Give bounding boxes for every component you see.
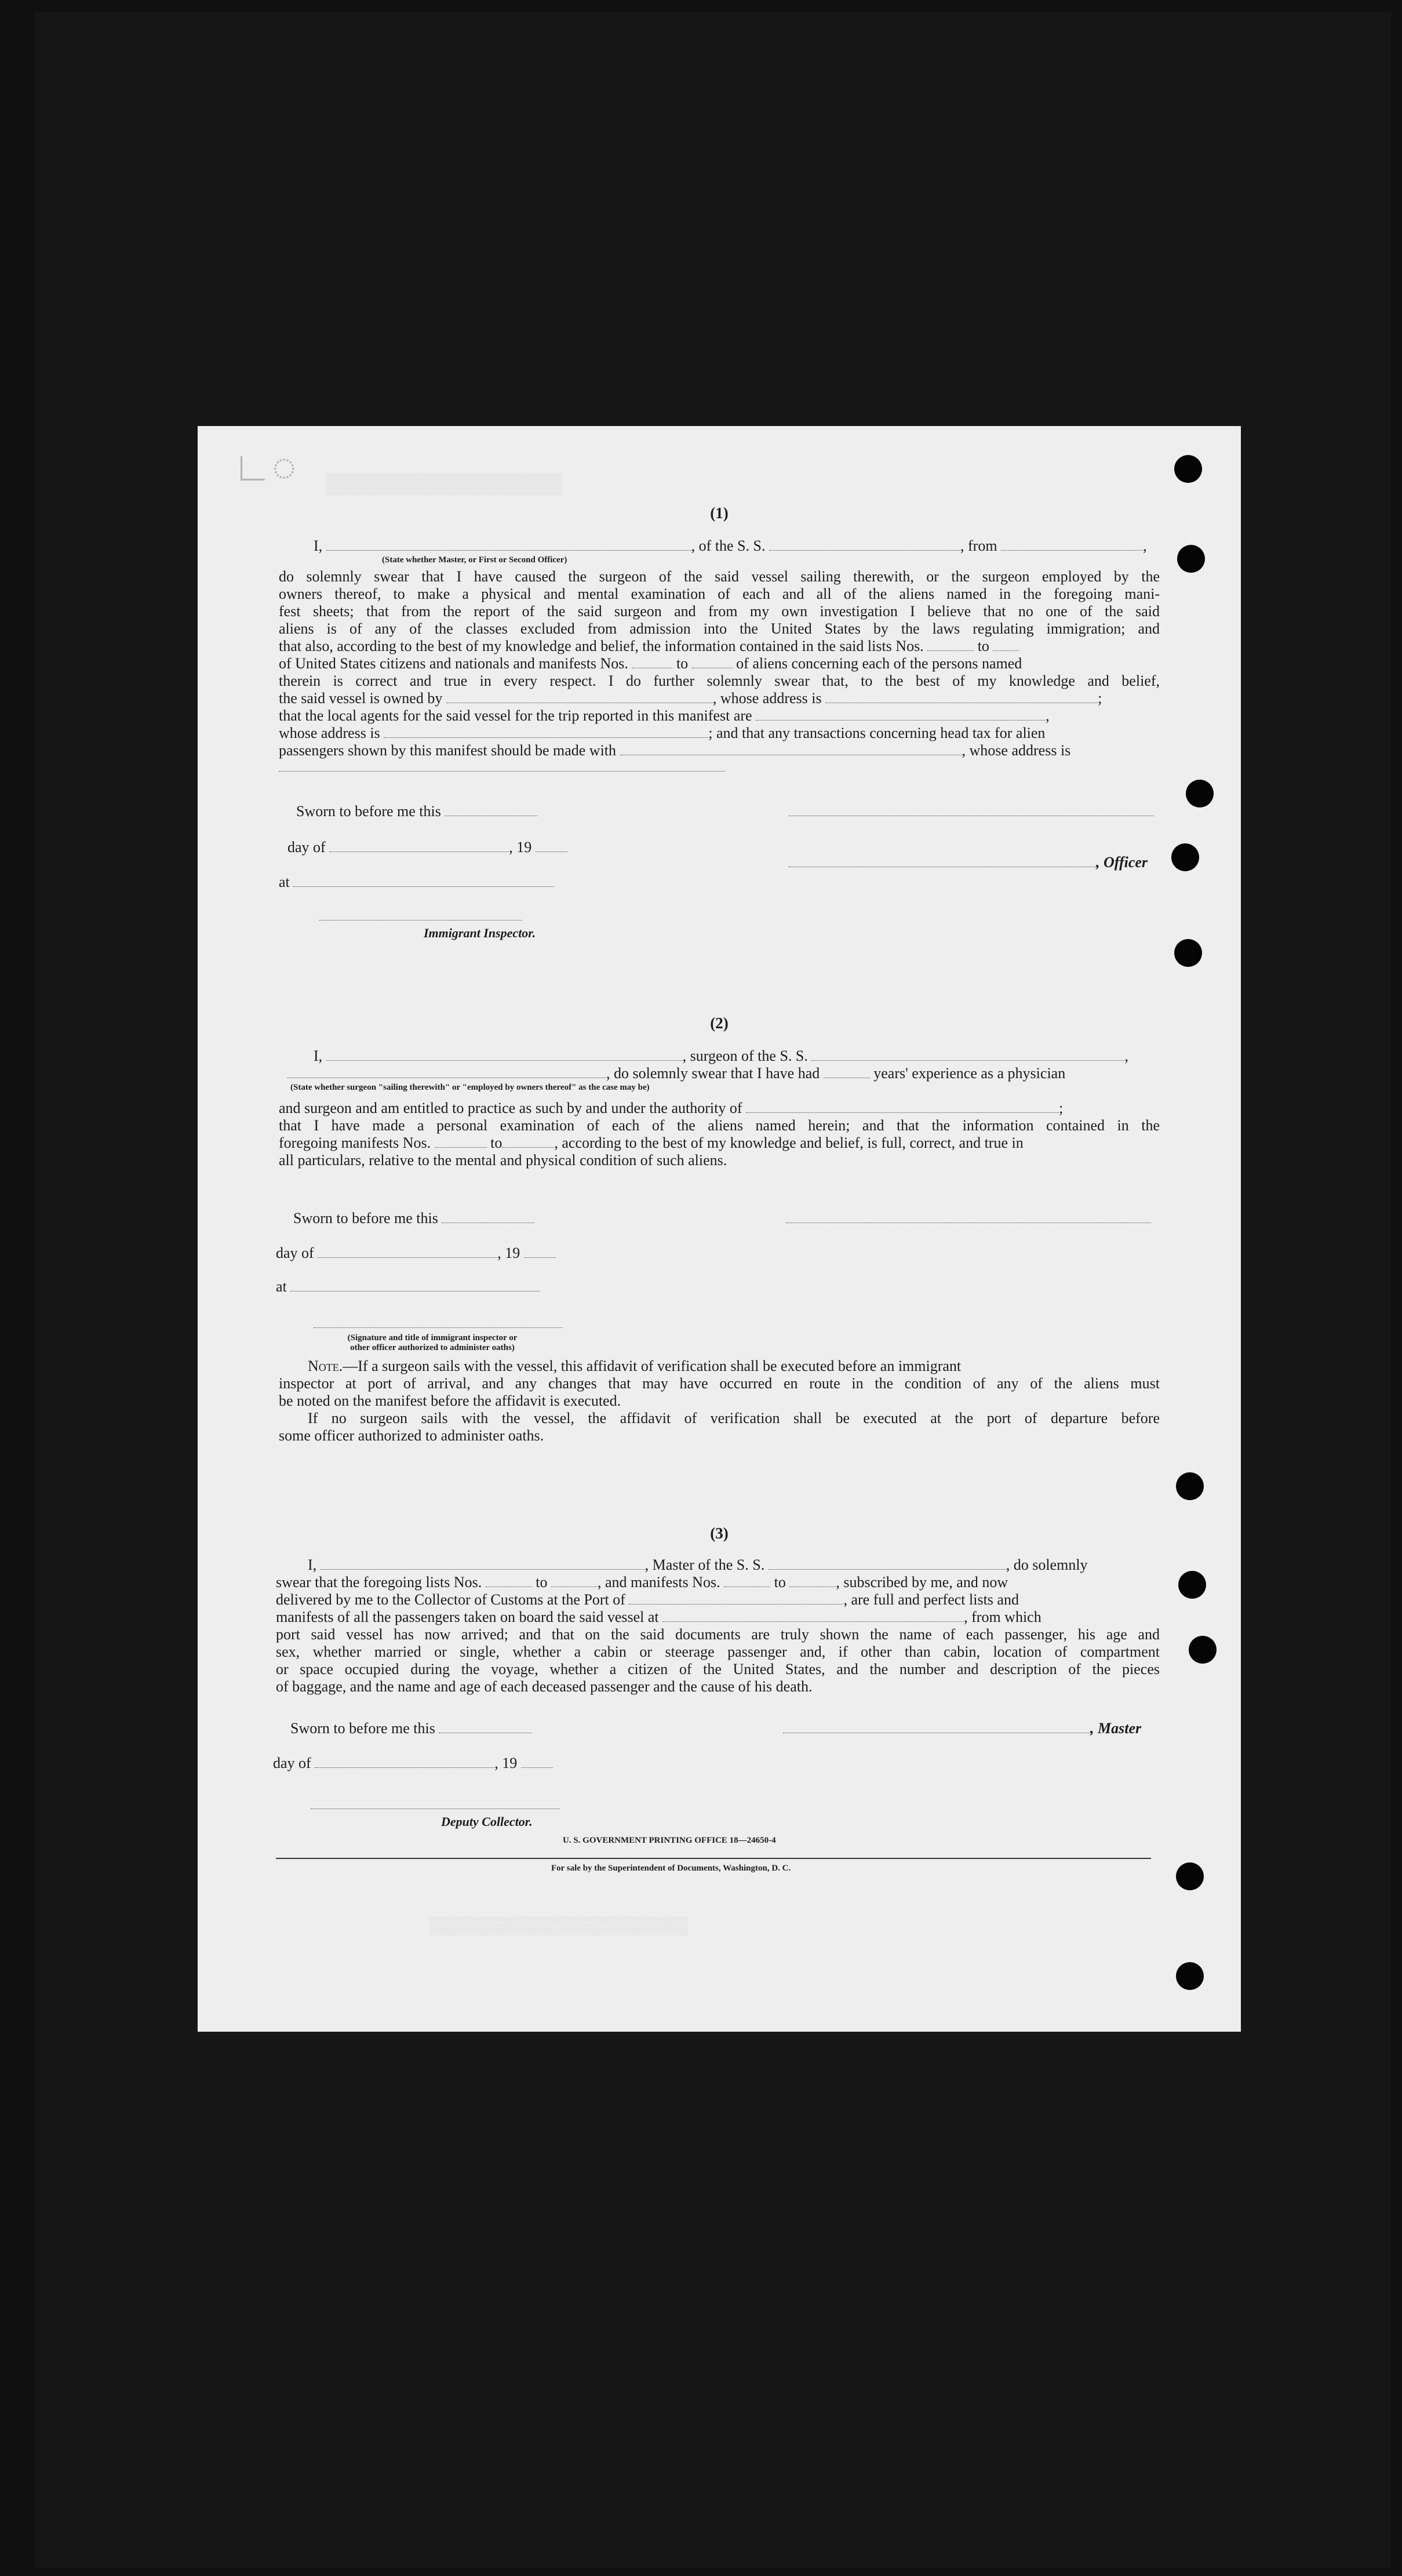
of-aliens-text: of aliens concerning each of the persons named — [736, 655, 1022, 672]
punch-hole-icon — [1174, 455, 1202, 483]
day-of-text: day of — [287, 839, 326, 856]
sworn-text: Sworn to before me this — [296, 803, 441, 820]
note-line-2: inspector at port of arrival, and any changes that may have occurred en route in the condition of any of the aliens must — [279, 1375, 1160, 1392]
to-word-5: to — [774, 1574, 786, 1591]
footer-rule — [276, 1858, 1151, 1859]
bleed-through-header: ▒▒▒▒▒▒▒▒▒▒▒▒▒▒▒▒▒ — [325, 472, 563, 494]
owned-by-text: the said vessel is owned by — [279, 690, 443, 707]
s3-sworn-day-field[interactable] — [439, 1722, 531, 1733]
i-prefix: I, — [314, 537, 323, 554]
year-field[interactable] — [536, 841, 567, 852]
year-text: , 19 — [509, 839, 532, 856]
master-label: , Master — [1090, 1720, 1142, 1737]
from-port-field[interactable] — [1001, 540, 1143, 551]
sworn-text-3: Sworn to before me this — [290, 1720, 435, 1737]
s3-body-line-2: sex, whether married or single, whether a cabin or steerage passenger and, if other than cabin, location of compartment — [276, 1643, 1160, 1660]
owner-field[interactable] — [446, 692, 713, 703]
owner-address-field[interactable] — [825, 692, 1098, 703]
surgeon-name-field[interactable] — [326, 1050, 683, 1061]
s1-at-line — [279, 874, 554, 891]
punch-hole-icon — [1177, 545, 1205, 573]
according-text: , according to the best of my knowledge and belief, is full, correct, and true in — [554, 1134, 1024, 1151]
punch-hole-icon — [1174, 939, 1202, 967]
master-of-text: , Master of the S. S. — [644, 1556, 765, 1573]
officer-signature-field[interactable] — [789, 856, 1096, 867]
s3-body-line-3: or space occupied during the voyage, whether a citizen of the United States, and the number and description of the pieces — [276, 1661, 1160, 1678]
manifests-all-text: manifests of all the passengers taken on board the said vessel at — [276, 1609, 659, 1625]
s1-body-line-5 — [279, 638, 1019, 655]
s3-manifests-line — [276, 1609, 1042, 1626]
s1-body-line-2: owners thereof, to make a physical and mental examination of each and all of the aliens named in the foregoing mani- — [279, 585, 1160, 602]
s2-at-line — [276, 1278, 540, 1296]
delivered-text: delivered by me to the Collector of Customs at the Port of — [276, 1591, 625, 1608]
section-1-heading: (1) — [710, 504, 729, 522]
surgeon-of-text: , surgeon of the S. S. — [682, 1047, 808, 1064]
s1-citizens-line — [279, 655, 1022, 672]
printing-office-line: U. S. GOVERNMENT PRINTING OFFICE 18—24650-4 — [563, 1836, 776, 1845]
s2-signature-field[interactable] — [786, 1222, 1151, 1223]
s2-swear-line — [287, 1065, 1065, 1082]
to-word-4: to — [536, 1574, 548, 1591]
manifests-from-field[interactable] — [632, 657, 672, 668]
whose-address-text-2: whose address is — [279, 725, 380, 741]
s2-year-field[interactable] — [524, 1247, 556, 1258]
s3-body-line-4: of baggage, and the name and age of each deceased passenger and the cause of his death. — [276, 1678, 813, 1695]
to-word-3: to — [490, 1134, 502, 1151]
master-signature-field[interactable] — [783, 1722, 1090, 1733]
agents-field[interactable] — [756, 710, 1046, 721]
s2-manifests-to-field[interactable] — [502, 1137, 554, 1148]
from-label: , from — [960, 537, 997, 554]
document-page — [198, 426, 1241, 2032]
s2-foregoing-line — [279, 1134, 1024, 1152]
note-label: Note. — [308, 1358, 343, 1374]
master-hint: (State whether Master, or First or Second Officer) — [382, 555, 567, 565]
of-ss-label: , of the S. S. — [691, 537, 766, 554]
s2-exam-line: that I have made a personal examination of each of the aliens named herein; and that the information contained in the — [279, 1117, 1160, 1134]
punch-hole-icon — [1186, 780, 1214, 807]
s1-owned-line: the said vessel is owned by , whose address is ; — [279, 690, 1102, 707]
s2-authority-line: and surgeon and am entitled to practice as such by and under the authority of ; — [279, 1100, 1064, 1116]
note-para2-line-1: If no surgeon sails with the vessel, the affidavit of verification shall be executed at the port of departure before — [308, 1410, 1160, 1427]
surgeon-type-field[interactable] — [287, 1067, 606, 1078]
authority-field[interactable] — [746, 1102, 1059, 1113]
handwritten-mark: ∟◌ — [232, 444, 297, 489]
head-tax-party-field[interactable] — [620, 744, 962, 755]
s1-further-line: therein is correct and true in every respect. I do further solemnly swear that, to the best of my knowledge and belief, — [279, 672, 1160, 689]
s3-year-field[interactable] — [521, 1757, 553, 1768]
boarded-at-field[interactable] — [662, 1611, 964, 1622]
bleed-through-footer: ▒▒▒▒▒▒▒▒▒▒▒▒▒▒▒▒▒▒▒▒▒ — [429, 1916, 689, 1935]
years-field[interactable] — [824, 1067, 870, 1078]
swear-lists-text: swear that the foregoing lists Nos. — [276, 1574, 482, 1591]
to-word: to — [977, 638, 989, 654]
punch-hole-icon — [1171, 843, 1199, 871]
year-text-3: , 19 — [494, 1755, 518, 1771]
years-exp-text: years' experience as a physician — [873, 1065, 1066, 1082]
surgeon-hint: (State whether surgeon "sailing therewith" or "employed by owners thereof" as the case may be) — [290, 1083, 650, 1092]
whose-address-text: , whose address is — [712, 690, 822, 707]
punch-hole-icon — [1176, 1862, 1204, 1890]
s3-sworn-line — [290, 1720, 531, 1737]
sworn-text-2: Sworn to before me this — [293, 1210, 438, 1227]
for-sale-line: For sale by the Superintendent of Documents, Washington, D. C. — [551, 1864, 791, 1873]
from-which-text: , from which — [964, 1609, 1042, 1625]
s3-manifests-to-field[interactable] — [789, 1576, 836, 1587]
s2-ship-field[interactable] — [811, 1050, 1124, 1061]
local-agents-text: that the local agents for the said vessel for the trip reported in this manifest are — [279, 707, 752, 724]
at-text-2: at — [276, 1278, 287, 1295]
s1-passengers-line — [279, 742, 1070, 759]
section-1-oath-line: I, , of the S. S. , from , — [314, 537, 1147, 554]
section-3-heading: (3) — [710, 1525, 729, 1542]
and-manifests-text: , and manifests Nos. — [598, 1574, 720, 1591]
year-text-2: , 19 — [497, 1245, 520, 1261]
full-perfect-text: , are full and perfect lists and — [843, 1591, 1019, 1608]
s1-address-continuation-field[interactable] — [279, 771, 725, 772]
s1-agents-line: that the local agents for the said vessel for the trip reported in this manifest are , — [279, 707, 1050, 724]
s2-sworn-line — [293, 1210, 534, 1227]
section-2-heading: (2) — [710, 1014, 729, 1032]
ship-name-field[interactable] — [769, 540, 960, 551]
s2-dayof-line — [276, 1245, 556, 1262]
i-prefix-3: I, — [308, 1556, 317, 1573]
port-of-field[interactable] — [629, 1593, 843, 1604]
to-word-2: to — [676, 655, 689, 672]
s1-lists-text: that also, according to the best of my knowledge and belief, the information contained in the said lists Nos. — [279, 638, 924, 654]
s1-sworn-line — [296, 803, 537, 820]
passengers-text: passengers shown by this manifest should be made with — [279, 742, 617, 759]
s3-delivered-line — [276, 1591, 1019, 1609]
collector-caption: Deputy Collector. — [441, 1814, 533, 1829]
lists-to-field[interactable] — [993, 640, 1019, 651]
s3-manifests-from-field[interactable] — [724, 1576, 770, 1587]
note-line-3: be noted on the manifest before the affidavit is executed. — [279, 1392, 621, 1409]
s3-master-line — [783, 1720, 1141, 1737]
s2-sig-caption-1: (Signature and title of immigrant inspector or — [347, 1333, 518, 1342]
s3-body-line-1: port said vessel has now arrived; and that on the said documents are truly shown the name of each passenger, his age and — [276, 1626, 1160, 1643]
manifests-to-field[interactable] — [692, 657, 733, 668]
note-para2-line-2: some officer authorized to administer oaths. — [279, 1427, 544, 1444]
whose-address-tail: , whose address is — [962, 742, 1071, 759]
agents-address-field[interactable] — [384, 727, 708, 738]
s1-address-line — [279, 725, 1045, 742]
foregoing-text: foregoing manifests Nos. — [279, 1134, 431, 1151]
day-of-text-3: day of — [273, 1755, 311, 1771]
s3-lists-from-field[interactable] — [486, 1576, 532, 1587]
s3-lists-to-field[interactable] — [551, 1576, 598, 1587]
punch-hole-icon — [1189, 1636, 1217, 1664]
s2-oath-line: I, , surgeon of the S. S. , — [314, 1047, 1128, 1064]
officer-label: , Officer — [1096, 854, 1148, 871]
s2-manifests-from-field[interactable] — [435, 1137, 487, 1148]
s2-particulars-line: all particulars, relative to the mental and physical condition of such aliens. — [279, 1152, 727, 1169]
s2-place-field[interactable] — [290, 1280, 540, 1291]
s3-oath-line — [308, 1556, 1088, 1574]
s3-ship-field[interactable] — [769, 1559, 1006, 1570]
s3-month-field[interactable] — [315, 1757, 494, 1768]
i-prefix-2: I, — [314, 1047, 323, 1064]
master-name-field[interactable] — [321, 1559, 645, 1570]
at-text: at — [279, 874, 290, 890]
month-field[interactable] — [329, 841, 509, 852]
lists-from-field[interactable] — [927, 640, 974, 651]
punch-hole-icon — [1176, 1472, 1204, 1500]
head-tax-text: ; and that any transactions concerning head tax for alien — [708, 725, 1046, 741]
note-line-1 — [308, 1358, 961, 1375]
s1-body-line-4: aliens is of any of the classes excluded from admission into the United States by the laws regulating immigration; and — [279, 620, 1160, 637]
s1-dayof-line — [287, 839, 567, 856]
swear-had-text: , do solemnly swear that I have had — [606, 1065, 820, 1082]
inspector-caption: Immigrant Inspector. — [424, 926, 536, 940]
punch-hole-icon — [1178, 1571, 1206, 1599]
s3-lists-line — [276, 1574, 1008, 1591]
place-field[interactable] — [293, 876, 554, 887]
s2-month-field[interactable] — [318, 1247, 497, 1258]
day-of-text-2: day of — [276, 1245, 314, 1261]
s2-sig-caption-2: other officer authorized to administer oaths) — [350, 1343, 515, 1352]
subscribed-text: , subscribed by me, and now — [836, 1574, 1008, 1591]
punch-hole-icon — [1176, 1962, 1204, 1990]
authority-text: and surgeon and am entitled to practice as such by and under the authority of — [279, 1100, 742, 1116]
officer-name-field[interactable] — [326, 540, 691, 551]
s1-body-line-3: fest sheets; that from the report of the said surgeon and from my own investigation I believe that no one of the said — [279, 603, 1160, 620]
s2-inspector-signature-field[interactable] — [314, 1327, 563, 1328]
note-text-1: —If a surgeon sails with the vessel, this affidavit of verification shall be executed before an immigrant — [343, 1358, 962, 1374]
s1-officer-line — [789, 854, 1148, 871]
do-solemnly-text: , do solemnly — [1006, 1556, 1088, 1573]
us-citizens-text: of United States citizens and nationals and manifests Nos. — [279, 655, 628, 672]
s1-body-line-1: do solemnly swear that I have caused the surgeon of the said vessel sailing therewith, or the surgeon employed by the — [279, 568, 1160, 585]
s2-sworn-day-field[interactable] — [442, 1212, 534, 1223]
sworn-day-field[interactable] — [445, 805, 537, 816]
s3-dayof-line — [273, 1755, 553, 1772]
